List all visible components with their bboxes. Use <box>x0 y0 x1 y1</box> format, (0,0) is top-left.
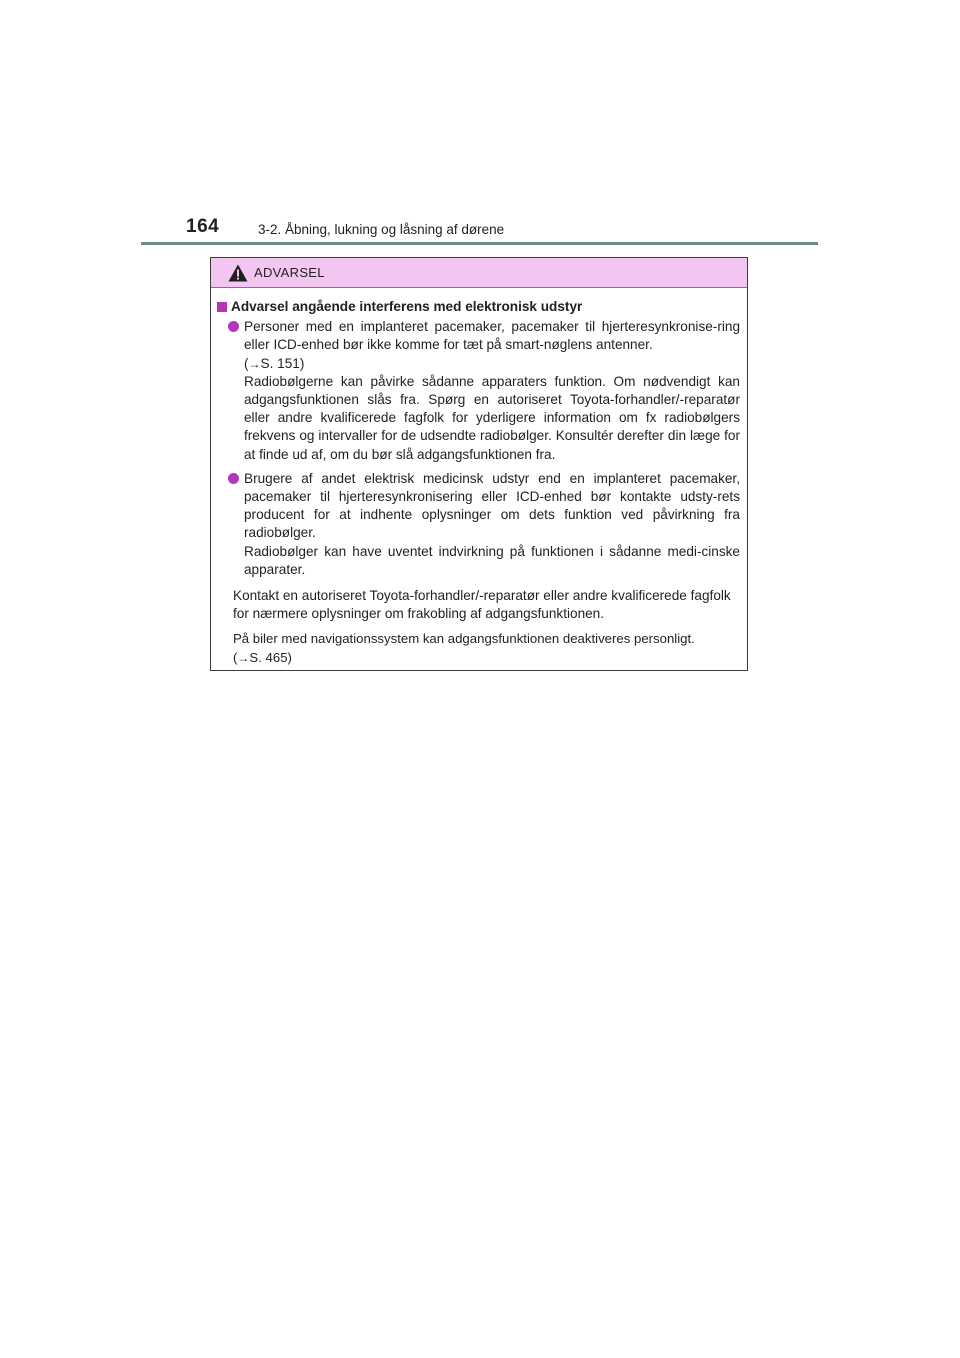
page-reference-link[interactable]: S. 151 <box>260 355 300 371</box>
page-number: 164 <box>186 216 220 237</box>
bullet-paragraph: Brugere af andet elektrisk medicinsk udstyr end en implanteret pacemaker, pacemaker til hjerteresynkronisering eller ICD-enhed bør kontakte udsty-rets producent for at indhente oplysninger om dets funktion ved påvirkning fra radiobølger. <box>244 470 740 541</box>
bullet-paragraph: Radiobølgerne kan påvirke sådanne apparaters funktion. Om nødvendigt kan adgangsfunktionen slås fra. Spørg en autoriseret Toyota-forhandler/-reparatør eller andre kvalificerede fagfolk for yderligere information om fx radiobølgers frekvens og intervaller for de udsendte radiobølger. Konsultér derefter din læge for at finde ud af, om du bør slå adgangsfunktionen fra. <box>244 373 740 462</box>
section-title: 3-2. Åbning, lukning og låsning af dørene <box>258 222 505 237</box>
warning-topic-text: Advarsel angående interferens med elektronisk udstyr <box>231 299 583 314</box>
bullet-text <box>244 470 741 579</box>
page-reference: (→S. 151) <box>244 355 305 371</box>
header-rule <box>141 242 818 245</box>
bullet-paragraph: Personer med en implanteret pacemaker, pacemaker til hjerteresynkronise-ring eller ICD-enhed bør ikke komme for tæt på smart-nøglens antenner. <box>244 319 740 353</box>
arrow-right-icon: → <box>248 356 261 371</box>
contact-paragraph <box>233 587 741 623</box>
round-bullet-icon <box>228 321 239 332</box>
warning-body <box>211 288 747 667</box>
contact-text: Kontakt en autoriseret Toyota-forhandler/-reparatør eller andre kvalificerede fagfolk for nærmere oplysninger om frakobling af adgangsfunktionen. <box>233 588 731 622</box>
page-reference-link[interactable]: S. 465 <box>249 649 288 665</box>
bullet-text <box>244 318 741 464</box>
bullet-paragraph: Radiobølger kan have uventet indvirkning på funktionen i sådanne medi-cinske apparater. <box>244 543 740 577</box>
page-reference: (→S. 465) <box>233 649 292 665</box>
warning-triangle-icon <box>228 264 248 282</box>
warning-box <box>210 257 748 671</box>
warning-topic <box>217 298 741 316</box>
arrow-right-icon: → <box>237 650 250 665</box>
warning-header <box>211 258 747 288</box>
square-bullet-icon <box>217 302 227 312</box>
bullet-item-pacemaker <box>217 318 741 464</box>
bullet-item-medical-equipment <box>217 470 741 579</box>
navigation-paragraph <box>233 630 741 666</box>
warning-label: ADVARSEL <box>254 265 325 280</box>
navigation-text: På biler med navigationssystem kan adgangsfunktionen deaktiveres personligt. <box>233 631 695 647</box>
round-bullet-icon <box>228 473 239 484</box>
